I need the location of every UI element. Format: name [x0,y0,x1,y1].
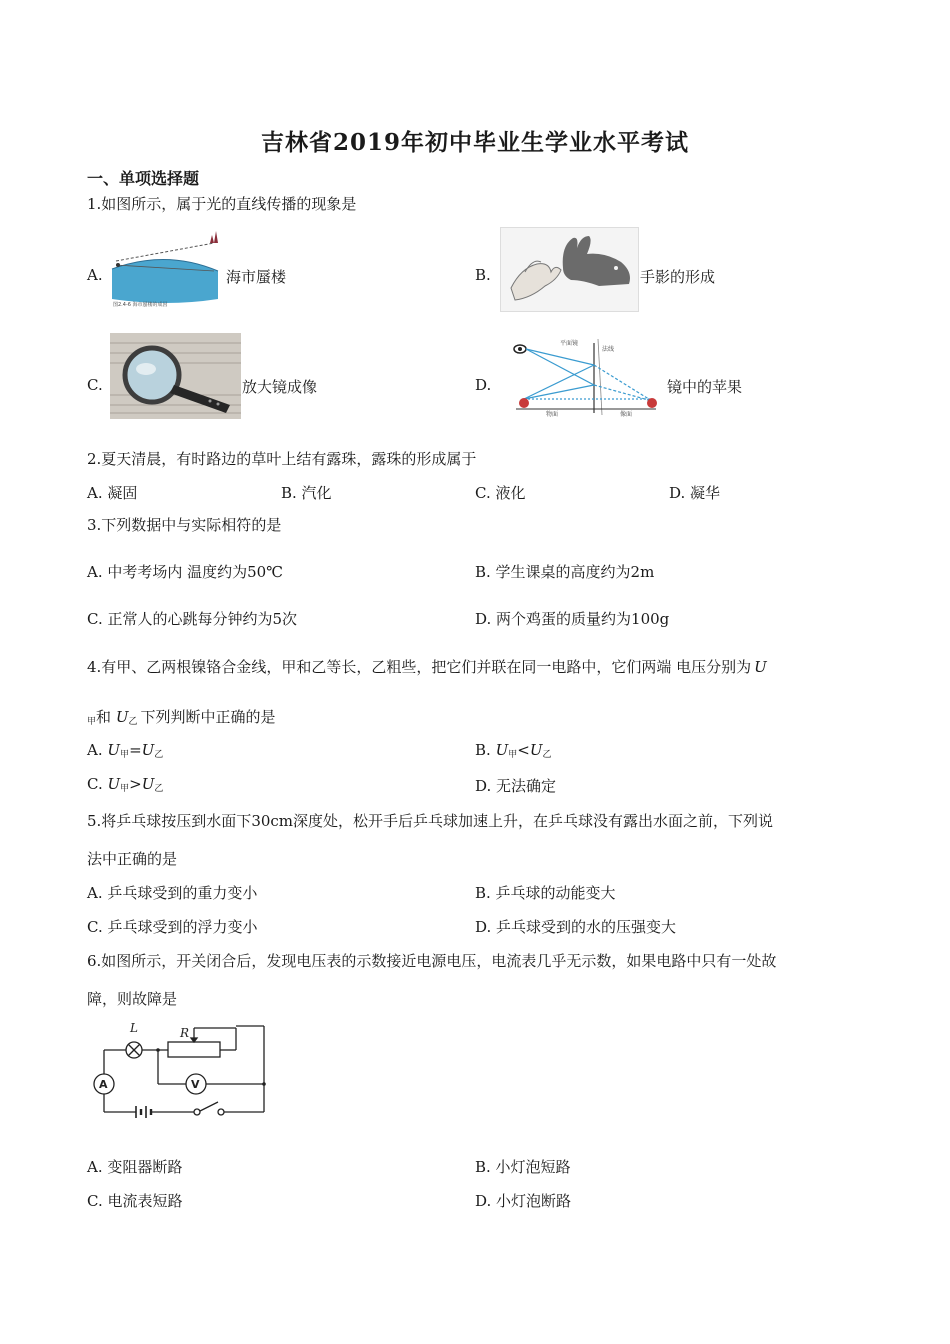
q3-option-c[interactable]: C. 正常人的心跳每分钟约为5次 [87,610,298,628]
q1-option-c-letter[interactable]: C. [87,376,103,394]
resistor-label: R [180,1026,190,1040]
ammeter-label: A [99,1078,108,1091]
mirror-apple-illustration [506,335,666,417]
q2-option-d[interactable]: D. 凝华 [669,484,721,502]
q1-option-d-letter[interactable]: D. [475,376,492,394]
q4-c-u2: U [141,775,155,793]
question-3-stem: 3.下列数据中与实际相符的是 [87,516,282,534]
question-5-stem-line-1: 5.将乒乓球按压到水面下30cm深度处，松开手后乒乓球加速上升，在乒乓球没有露出水面之前，下列说 [87,812,774,830]
lamp-label: L [130,1021,138,1035]
question-6-stem-line-1: 6.如图所示，开关闭合后，发现电压表的示数接近电源电压，电流表几乎无示数，如果电路中只有一处故 [87,952,777,970]
q5-option-c[interactable]: C. 乒乓球受到的浮力变小 [87,918,258,936]
mirror-label: 平面镜 [560,340,579,347]
question-2-stem: 2.夏天清晨，有时路边的草叶上结有露珠，露珠的形成属于 [87,450,477,468]
q4-a-sub2: 乙 [154,750,164,760]
q2-option-c[interactable]: C. 液化 [475,484,526,502]
q2-option-a[interactable]: A. 凝固 [87,484,138,502]
q4-b-prefix: B. [475,741,491,759]
question-4-stem-line-1 [87,656,767,677]
q4-stem-text: 4.有甲、乙两根镍铬合金线，甲和乙等长，乙粗些，把它们并联在同一电路中，它们两端 电压分别为 [87,658,752,676]
q4-b-op: < [517,741,530,759]
q4-sub-jia: 甲 [87,717,97,727]
question-4-stem-line-2 [87,706,276,727]
page-title: 吉林省2019年初中毕业生学业水平考试 [260,129,689,156]
hand-shadow-illustration [501,228,639,312]
q4-option-a[interactable] [87,741,163,760]
magnifier-illustration [110,333,241,419]
q3-option-b[interactable]: B. 学生课桌的高度约为2m [475,563,655,581]
q6-option-c[interactable]: C. 电流表短路 [87,1192,183,1210]
q4-c-u1: U [107,775,121,793]
q1-option-b-text[interactable]: 手影的形成 [640,268,716,286]
normal-label: 法线 [602,346,615,353]
q1-option-c-text[interactable]: 放大镜成像 [242,378,318,396]
q4-option-b[interactable] [475,741,552,760]
q4-option-d[interactable]: D. 无法确定 [475,777,557,795]
q4-c-sub2: 乙 [154,784,164,794]
q4-c-op: > [129,775,142,793]
q4-symbol-u: U [754,658,767,676]
magnifier-figure [110,333,241,419]
mirage-caption: 图2.4-6 海市蜃楼的成因 [113,302,168,308]
question-1-stem: 1.如图所示，属于光的直线传播的现象是 [87,195,357,213]
q2-option-b[interactable]: B. 汽化 [281,484,332,502]
q4-a-sub1: 甲 [120,750,130,760]
q1-option-b-letter[interactable]: B. [475,266,491,284]
q4-b-u2: U [529,741,543,759]
q1-option-a-text[interactable]: 海市蜃楼 [226,268,287,286]
q3-option-a[interactable]: A. 中考考场内 温度约为50℃ [87,563,284,581]
q5-option-a[interactable]: A. 乒乓球受到的重力变小 [87,884,258,902]
q4-symbol-u-2: U [115,708,129,726]
q4-c-sub1: 甲 [120,784,130,794]
q4-b-sub1: 甲 [508,750,518,760]
question-6-stem-line-2: 障，则故障是 [87,990,178,1008]
section-heading: 一、单项选择题 [87,169,200,188]
object-plane-label: 物面 [546,411,559,417]
circuit-svg [86,1018,270,1120]
q4-and: 和 [96,708,112,726]
q1-option-d-text[interactable]: 镜中的苹果 [667,378,743,396]
q6-option-d[interactable]: D. 小灯泡断路 [475,1192,572,1210]
q6-option-b[interactable]: B. 小灯泡短路 [475,1158,571,1176]
q4-a-op: = [129,741,142,759]
q4-a-prefix: A. [87,741,103,759]
q4-c-prefix: C. [87,775,103,793]
mirage-illustration [110,229,223,311]
hand-shadow-figure [500,227,639,312]
q4-stem-end: 下列判断中正确的是 [140,708,276,726]
q4-b-sub2: 乙 [542,750,552,760]
q4-b-u1: U [495,741,509,759]
q4-a-u1: U [107,741,121,759]
image-plane-label: 像面 [620,411,633,417]
voltmeter-label: V [191,1078,200,1091]
mirage-figure [110,229,223,311]
q3-option-d[interactable]: D. 两个鸡蛋的质量约为100g [475,610,670,628]
question-5-stem-line-2: 法中正确的是 [87,850,178,868]
mirror-apple-figure [506,335,666,417]
circuit-diagram [86,1018,270,1120]
q5-option-b[interactable]: B. 乒乓球的动能变大 [475,884,616,902]
q6-option-a[interactable]: A. 变阻器断路 [87,1158,183,1176]
q1-option-a-letter[interactable]: A. [87,266,103,284]
q4-option-c[interactable] [87,775,163,794]
q5-option-d[interactable]: D. 乒乓球受到的水的压强变大 [475,918,677,936]
q4-sub-yi: 乙 [128,717,138,727]
q4-a-u2: U [141,741,155,759]
